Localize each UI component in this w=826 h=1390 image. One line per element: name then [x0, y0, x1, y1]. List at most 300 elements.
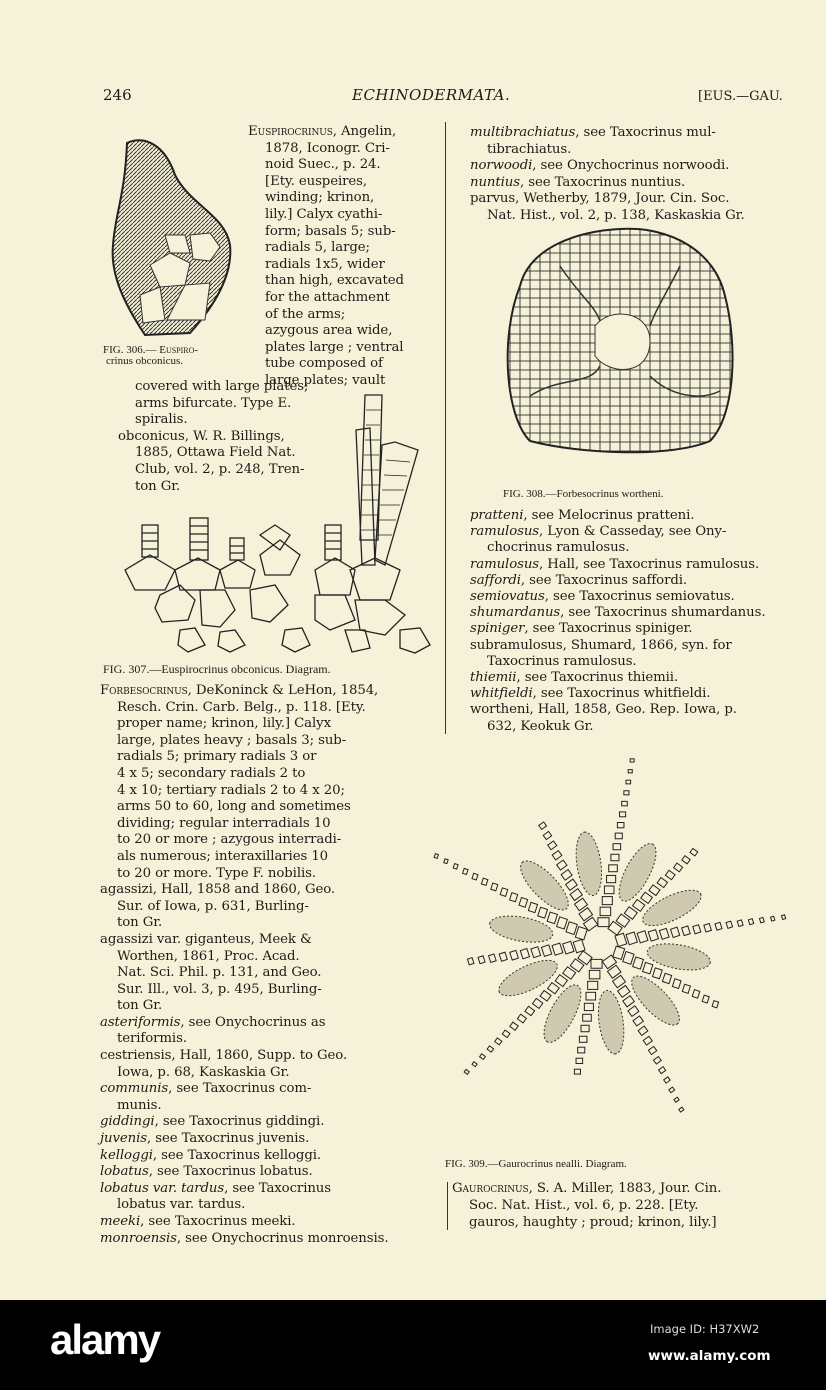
plate	[574, 1069, 580, 1074]
plate	[510, 950, 519, 960]
plate	[528, 902, 537, 912]
text-line	[100, 1048, 388, 1065]
entry-text: chocrinus ramulosus.	[487, 540, 630, 556]
plate	[575, 927, 587, 940]
entries-right-top	[470, 125, 745, 225]
entry-text: , DeKoninck & LeHon, 1854,	[187, 683, 379, 698]
plate	[653, 1057, 661, 1065]
text-line	[100, 766, 388, 783]
page-number: 246	[103, 86, 132, 104]
plate	[630, 759, 634, 762]
plate	[672, 979, 681, 989]
entry-term: meeki	[100, 1214, 141, 1229]
plate	[538, 907, 548, 918]
entry-text: , see Taxocrinus com-	[168, 1081, 312, 1097]
plate	[495, 1038, 502, 1045]
entry-text: form; basals 5; sub-	[265, 223, 396, 239]
caption-line: crinus obconicus.	[106, 355, 183, 367]
text-line	[470, 589, 765, 605]
text-line	[100, 683, 388, 700]
text-line	[100, 949, 388, 966]
plate	[540, 990, 551, 1001]
fig308-illustration	[500, 226, 738, 454]
plate	[543, 831, 551, 839]
entry-term: ramulosus	[470, 556, 540, 572]
plate	[702, 995, 709, 1003]
entry-text: 1878, Iconogr. Cri-	[265, 140, 390, 156]
entry-term: nuntius	[470, 174, 520, 190]
text-line	[248, 224, 404, 241]
entry-term: lobatus var. tardus	[100, 1180, 225, 1196]
entry-text: , see Onychocrinus norwoodi.	[532, 158, 730, 174]
entry	[470, 191, 745, 224]
plate	[602, 897, 612, 905]
text-line	[470, 702, 765, 718]
entry-text: [Ety. euspeires,	[265, 173, 368, 189]
plate	[607, 875, 616, 882]
interradial-lobe	[573, 830, 606, 897]
plate	[664, 1077, 671, 1083]
plate	[584, 1003, 593, 1010]
plate	[472, 873, 478, 880]
plate	[633, 1016, 643, 1026]
text-line	[470, 686, 765, 702]
plate	[615, 833, 622, 839]
entry-term: Euspirocrinus	[248, 124, 333, 139]
plate	[690, 848, 698, 856]
entry-text: Soc. Nat. Hist., vol. 6, p. 228. [Ety.	[469, 1198, 699, 1213]
column-divider-bottom	[447, 1182, 448, 1230]
text-line	[470, 654, 765, 670]
text-line	[100, 816, 388, 833]
text-line	[470, 638, 765, 654]
text-line	[100, 1015, 388, 1032]
entry-text: radials 1x5, wider	[265, 256, 385, 272]
text-line	[100, 1197, 388, 1214]
fig309-caption: FIG. 309.—Gaurocrinus nealli. Diagram.	[445, 1158, 627, 1170]
text-line	[100, 965, 388, 982]
entry-term: spiniger	[470, 621, 525, 637]
plate	[609, 865, 618, 872]
plate	[674, 1097, 679, 1102]
entry-text: radials 5; primary radials 3 or	[117, 749, 317, 765]
entry	[470, 524, 765, 556]
plate	[586, 992, 596, 1000]
plate	[682, 856, 690, 864]
text-line	[100, 1214, 388, 1231]
entry	[470, 670, 765, 686]
entry	[100, 1214, 388, 1231]
entry-text: , Hall, see Taxocrinus ramulosus.	[539, 556, 760, 572]
entry-text: obconicus, W. R. Billings,	[118, 428, 285, 444]
text-line	[100, 1181, 388, 1198]
plate	[620, 812, 626, 817]
text-line	[452, 1214, 721, 1231]
entry-text: munis.	[117, 1097, 162, 1113]
plate	[771, 916, 775, 921]
plate	[600, 907, 611, 915]
plate	[670, 927, 679, 937]
entry-text: winding; krinon,	[265, 190, 375, 206]
plate	[638, 1026, 648, 1035]
plate	[637, 931, 648, 943]
entry-text: ton Gr.	[135, 478, 181, 494]
plate	[628, 770, 632, 773]
plate	[557, 860, 567, 870]
entry-text: tube composed of	[265, 356, 383, 372]
text-line	[100, 849, 388, 866]
image-id: Image ID: H37XW2	[650, 1322, 760, 1336]
text-line	[100, 1065, 388, 1082]
plate	[552, 851, 562, 860]
entries-right-middle	[470, 508, 765, 735]
text-line	[248, 340, 404, 357]
text-line	[100, 998, 388, 1015]
plate	[781, 915, 785, 920]
entry-text: arms 50 to 60, long and sometimes	[117, 799, 351, 815]
entry-text: large plates; vault	[265, 372, 386, 388]
entry	[470, 508, 765, 524]
text-line	[100, 832, 388, 849]
plate	[510, 893, 518, 902]
entry-text: , see Taxocrinus semiovatus.	[544, 589, 735, 605]
plate	[563, 941, 574, 954]
text-line	[248, 141, 404, 158]
entry-term: kelloggi	[100, 1147, 153, 1163]
entry	[100, 1015, 388, 1048]
entry-text: , see Onychocrinus monroensis.	[176, 1230, 389, 1246]
plate	[715, 922, 722, 930]
entry-text: , Angelin,	[332, 124, 397, 139]
entry	[470, 573, 765, 589]
plate	[611, 854, 619, 860]
plate	[499, 952, 507, 961]
entry	[470, 605, 765, 621]
plate	[579, 1036, 587, 1042]
plate	[552, 943, 563, 955]
plate	[622, 801, 628, 805]
entry-text: 1885, Ottawa Field Nat.	[135, 445, 296, 461]
entry-term: shumardanus	[470, 605, 561, 621]
entry	[470, 702, 765, 734]
text-line	[100, 783, 388, 800]
plate	[648, 1046, 656, 1054]
entry-term: thiemii	[470, 670, 517, 686]
plate	[649, 885, 660, 896]
text-line	[100, 749, 388, 766]
text-line	[100, 882, 388, 899]
text-line	[470, 670, 765, 686]
plate	[628, 1006, 639, 1017]
plate	[547, 912, 557, 923]
plate	[576, 1058, 583, 1063]
entry	[100, 1181, 388, 1214]
entry-text: ton Gr.	[117, 915, 163, 931]
entries-right-bottom	[452, 1180, 721, 1231]
fig306-illustration	[105, 135, 235, 340]
entry	[470, 158, 745, 175]
text-line	[100, 1081, 388, 1098]
entry-text: , see Taxocrinus giddingi.	[154, 1114, 325, 1130]
plate	[633, 899, 645, 911]
plate	[604, 886, 614, 894]
plate	[561, 870, 572, 881]
text-line	[470, 125, 745, 142]
plate	[737, 920, 743, 927]
entry-text: , see Taxocrinus nuntius.	[519, 174, 686, 190]
entry-term: Forbesocrinus	[100, 683, 188, 698]
plate	[467, 958, 474, 965]
entry-text: 4 x 5; secondary radials 2 to	[117, 765, 306, 781]
entry	[100, 1114, 388, 1131]
entry-text: of the arms;	[265, 306, 346, 322]
plate	[520, 949, 529, 959]
entry-term: ramulosus	[470, 524, 540, 540]
plate	[583, 1014, 592, 1021]
entry	[100, 932, 388, 1015]
plate	[674, 863, 683, 872]
entry-text: Worthen, 1861, Proc. Acad.	[117, 948, 300, 964]
entry-text: to 20 or more. Type F. nobilis.	[117, 865, 316, 881]
entry	[100, 882, 388, 932]
entries-left-bottom	[100, 683, 388, 1247]
entry-term: monroensis	[100, 1230, 177, 1246]
text-line	[100, 866, 388, 883]
plate	[566, 922, 577, 935]
plate	[692, 990, 700, 998]
plate	[648, 930, 658, 941]
column-divider	[445, 122, 446, 734]
text-line	[248, 124, 404, 141]
plate	[539, 822, 547, 830]
plate	[659, 928, 669, 939]
entry-text: arms bifurcate. Type E.	[135, 395, 292, 411]
text-line	[452, 1197, 721, 1214]
plate	[659, 1067, 666, 1074]
plate	[480, 1054, 486, 1060]
plate	[682, 926, 691, 936]
entry-text: Resch. Crin. Carb. Belg., p. 118. [Ety.	[117, 699, 366, 715]
entry-text: 4 x 10; tertiary radials 2 to 4 x 20;	[117, 782, 345, 798]
entry-text: lobatus var. tardus.	[117, 1197, 246, 1213]
entry-text: agassizi var. giganteus, Meek &	[100, 931, 312, 947]
entry-text: Sur. Ill., vol. 3, p. 495, Burling-	[117, 981, 322, 997]
entry	[100, 1164, 388, 1181]
entry-text: radials 5, large;	[265, 240, 370, 256]
entry-text: dividing; regular interradials 10	[117, 815, 331, 831]
entry-text: parvus, Wetherby, 1879, Jour. Cin. Soc.	[470, 191, 730, 207]
watermark-bar	[0, 1300, 826, 1390]
plate	[748, 919, 753, 925]
entry	[470, 686, 765, 702]
plate	[444, 859, 448, 864]
plate	[472, 1062, 477, 1067]
text-line	[470, 621, 765, 637]
text-line	[100, 932, 388, 949]
entry-term: Gaurocrinus	[452, 1181, 529, 1196]
plate	[693, 925, 701, 934]
entry-text: , see Onychocrinus as	[180, 1014, 326, 1030]
plate	[679, 1107, 684, 1112]
entry-term: saffordi	[470, 572, 521, 588]
entry-text: cestriensis, Hall, 1860, Supp. to Geo.	[100, 1048, 348, 1064]
plate	[726, 921, 733, 928]
plate	[589, 970, 600, 978]
plate	[541, 945, 551, 956]
plate	[653, 968, 663, 979]
plate	[434, 854, 438, 859]
plate	[623, 952, 634, 965]
entry	[100, 1148, 388, 1165]
entry	[470, 175, 745, 192]
text-line	[100, 716, 388, 733]
plate	[463, 868, 468, 874]
entry-text: teriformis.	[117, 1031, 187, 1047]
text-line	[100, 733, 388, 750]
plate	[624, 791, 629, 795]
plate	[525, 1006, 535, 1015]
running-title: ECHINODERMATA.	[352, 86, 511, 104]
entry-text: , see Taxocrinus	[224, 1180, 331, 1196]
entry-text: , see Taxocrinus spiniger.	[524, 621, 693, 637]
entry-text: large, plates heavy ; basals 3; sub-	[117, 732, 347, 748]
entry-text: , see Taxocrinus shumardanus.	[560, 605, 766, 621]
interradial-lobe	[595, 989, 628, 1056]
plate	[581, 1025, 589, 1031]
plate	[557, 917, 568, 929]
entry-text: 632, Keokuk Gr.	[487, 718, 594, 734]
entry	[470, 621, 765, 637]
text-line	[248, 290, 404, 307]
text-line	[470, 573, 765, 589]
caption-line: FIG. 306.— Euspiro-	[103, 344, 199, 356]
entry-term: lobatus	[100, 1164, 149, 1180]
entry	[470, 557, 765, 573]
plate	[618, 985, 630, 997]
entry-term: norwoodi	[470, 158, 533, 174]
plate	[481, 878, 488, 885]
entry-text: azygous area wide,	[265, 323, 393, 339]
fig307-diagram	[120, 390, 440, 655]
plate	[502, 1030, 510, 1038]
entry-text: for the attachment	[265, 289, 390, 305]
text-line	[100, 1031, 388, 1048]
entry-term: juvenis	[100, 1131, 148, 1147]
entry-text: noid Suec., p. 24.	[265, 157, 381, 173]
entry-text: , S. A. Miller, 1883, Jour. Cin.	[528, 1181, 722, 1196]
text-line	[100, 1114, 388, 1131]
plate	[665, 870, 675, 879]
text-line	[100, 899, 388, 916]
entry	[100, 1131, 388, 1148]
plate	[633, 957, 644, 969]
text-line	[248, 207, 404, 224]
plate	[532, 998, 542, 1008]
text-line	[470, 508, 765, 524]
plate	[464, 1069, 469, 1074]
plate	[613, 946, 625, 959]
plate	[657, 878, 667, 888]
plate	[489, 954, 497, 962]
entry-text: Taxocrinus ramulosus.	[487, 653, 637, 669]
interradial-lobe	[612, 838, 663, 906]
text-line	[470, 158, 745, 175]
plate	[704, 924, 712, 932]
text-line	[470, 605, 765, 621]
entry-text: to 20 or more ; azygous interradi-	[117, 832, 342, 848]
entry-term: giddingi	[100, 1114, 155, 1130]
entry	[452, 1180, 721, 1231]
entry-term: communis	[100, 1081, 169, 1097]
plate	[500, 888, 508, 896]
entry	[470, 638, 765, 670]
text-line	[470, 191, 745, 208]
plate	[662, 973, 671, 983]
entry	[100, 1048, 388, 1081]
plate	[759, 917, 764, 923]
plate	[669, 1087, 675, 1093]
entry	[470, 125, 745, 158]
entry-text: tibrachiatus.	[487, 141, 572, 157]
running-range: [EUS.—GAU.	[698, 89, 783, 104]
plate	[531, 947, 541, 958]
plate	[613, 844, 621, 850]
entry-text: lily.] Calyx cyathi-	[265, 206, 383, 222]
plate	[643, 1036, 652, 1045]
entry-text: gauros, haughty ; proud; krinon, lily.]	[469, 1215, 717, 1230]
entry-text: than high, excavated	[265, 273, 404, 289]
entry-text: , see Taxocrinus thiemii.	[516, 670, 679, 686]
text-line	[248, 240, 404, 257]
entry-term: semiovatus	[470, 589, 545, 605]
plate	[566, 879, 578, 890]
plate	[487, 1046, 494, 1052]
entry-text: subramulosus, Shumard, 1866, syn. for	[470, 637, 732, 653]
entry-text: Sur. of Iowa, p. 631, Burling-	[117, 898, 309, 914]
entry-term: whitfieldi	[470, 686, 533, 702]
text-line	[470, 175, 745, 192]
text-line	[452, 1180, 721, 1197]
entry-term: asteriformis	[100, 1014, 181, 1030]
plate	[591, 959, 602, 968]
entry	[100, 1081, 388, 1114]
text-line	[248, 157, 404, 174]
plate	[548, 983, 560, 994]
text-line	[248, 273, 404, 290]
text-line	[470, 208, 745, 225]
plate	[517, 1014, 526, 1023]
text-line	[248, 257, 404, 274]
entry	[470, 589, 765, 605]
plate	[578, 1047, 585, 1053]
plate	[641, 892, 653, 903]
entry	[100, 1231, 388, 1248]
plate	[519, 898, 528, 908]
text-line	[470, 540, 765, 556]
entry	[100, 683, 388, 882]
plate	[617, 823, 624, 828]
site-url: www.alamy.com	[648, 1348, 771, 1364]
plate	[555, 975, 567, 987]
entry-text: , Lyon & Casseday, see Ony-	[539, 524, 727, 540]
plate	[615, 933, 627, 946]
plate	[573, 939, 585, 952]
plate	[548, 841, 557, 850]
text-line	[100, 799, 388, 816]
text-line	[100, 1098, 388, 1115]
entry-text: Nat. Sci. Phil. p. 131, and Geo.	[117, 965, 322, 981]
fig307-caption: FIG. 307.—Euspirocrinus obconicus. Diagram.	[103, 662, 331, 676]
